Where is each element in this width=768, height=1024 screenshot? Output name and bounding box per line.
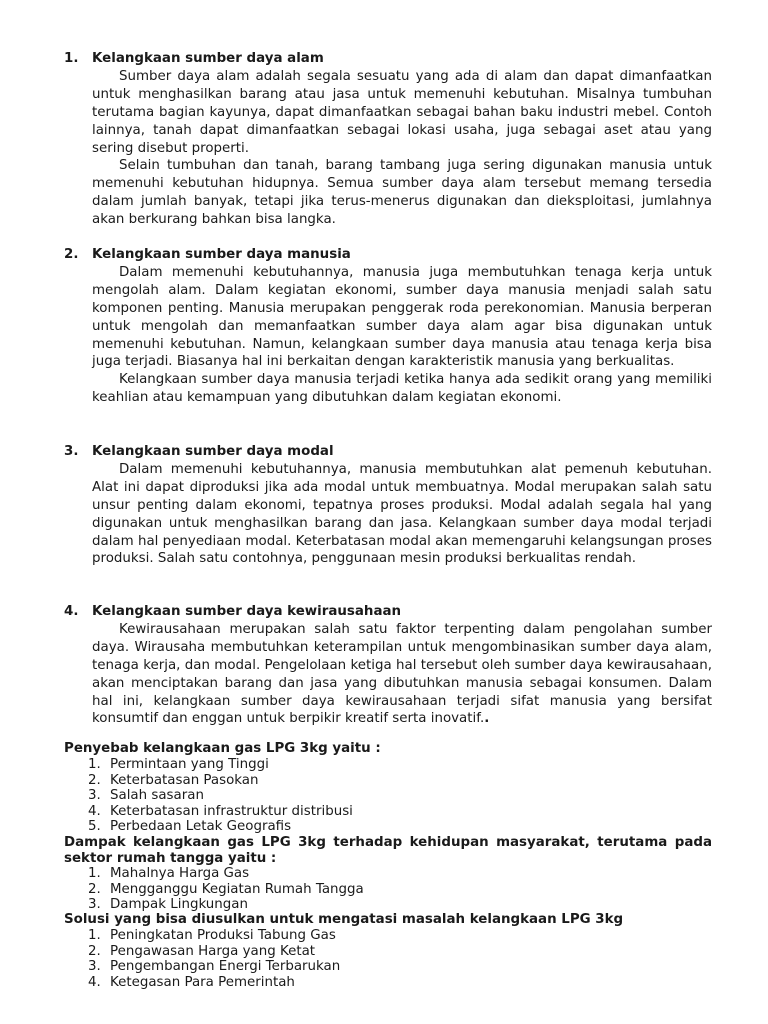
list-item: 1. Permintaan yang Tinggi <box>88 757 269 772</box>
solusi-list <box>88 928 340 990</box>
list-item: 2. Keterbatasan Pasokan <box>88 772 259 788</box>
paragraph: Selain tumbuhan dan tanah, barang tambang juga sering digunakan manusia untuk memenuhi kebutuhan hidupnya. Semua sumber daya alam tersebut memang tersedia dalam jumlah banyak, tetapi jika terus-menerus digunakan dan dieksploitasi, jumlahnya akan berkurang bahkan bisa langka. <box>92 158 712 228</box>
penyebab-heading: Penyebab kelangkaan gas LPG 3kg yaitu : <box>64 741 381 756</box>
list-item: 4. Keterbatasan infrastruktur distribusi <box>88 803 353 819</box>
section-heading: 4. Kelangkaan sumber daya kewirausahaan <box>64 604 402 619</box>
dampak-list <box>88 866 364 913</box>
section-title: Kelangkaan sumber daya alam <box>92 51 324 66</box>
list-item: 1. Peningkatan Produksi Tabung Gas <box>88 928 336 943</box>
section-title: Kelangkaan sumber daya kewirausahaan <box>92 604 402 619</box>
list-item: 3. Salah sasaran <box>88 788 204 804</box>
section-1 <box>64 50 712 229</box>
list-item: 2. Mengganggu Kegiatan Rumah Tangga <box>88 881 364 897</box>
list-item: 3. Dampak Lingkungan <box>88 897 248 913</box>
dampak-heading: Dampak kelangkaan gas LPG 3kg terhadap kehidupan masyarakat, terutama pada sektor rumah tangga yaitu : <box>64 835 712 866</box>
list-item: 1. Mahalnya Harga Gas <box>88 866 250 881</box>
list-item: 4. Ketegasan Para Pemerintah <box>88 974 295 990</box>
paragraph: Dalam memenuhi kebutuhannya, manusia juga membutuhkan tenaga kerja untuk mengolah alam. Dalam kegiatan ekonomi, sumber daya manusia menjadi salah satu komponen penting. Manusia merupakan penggerak roda perekonomian. Manusia berperan untuk mengolah dan memanfaatkan sumber daya alam agar bisa digunakan untuk memenuhi kebutuhan. Namun, kelangkaan sumber daya manusia atau tenaga kerja bisa juga terjadi. Biasanya hal ini berkaitan dengan karakteristik manusia yang berkualitas. <box>92 264 712 370</box>
section-title: Kelangkaan sumber daya modal <box>92 444 334 459</box>
section-4 <box>64 603 712 728</box>
section-heading: 3. Kelangkaan sumber daya modal <box>64 444 334 459</box>
section-title: Kelangkaan sumber daya manusia <box>92 247 351 262</box>
list-item: 5. Perbedaan Letak Geografis <box>88 819 292 835</box>
paragraph: Dalam memenuhi kebutuhannya, manusia membutuhkan alat pemenuh kebutuhan. Alat ini dapat diproduksi jika ada modal untuk membuatnya. Modal merupakan salah satu unsur penting dalam ekonomi, tepatnya proses produksi. Modal adalah segala hal yang digunakan untuk menghasilkan barang dan jasa. Kelangkaan sumber daya modal terjadi dalam hal penyediaan modal. Keterbatasan modal akan memengaruhi kelangsungan proses produksi. Salah satu contohnya, penggunaan mesin produksi berkualitas rendah. <box>92 461 712 567</box>
paragraph: Kelangkaan sumber daya manusia terjadi ketika hanya ada sedikit orang yang memiliki keahlian atau kemampuan yang dibutuhkan dalam kegiatan ekonomi. <box>92 372 712 406</box>
section-2 <box>64 246 712 407</box>
paragraph: Kewirausahaan merupakan salah satu faktor terpenting dalam pengolahan sumber daya. Wirausaha membutuhkan keterampilan untuk mengombinasikan sumber daya alam, tenaga kerja, dan modal. Pengelolaan ketiga hal tersebut oleh sumber daya kewirausahaan, akan menciptakan barang dan jasa yang dibutuhkan manusia sebagai konsumen. Dalam hal ini, kelangkaan sumber daya kewirausahaan terjadi sifat manusia yang bersifat konsumtif dan enggan untuk berpikir kreatif serta inovatif.. <box>92 621 712 727</box>
paragraph: Sumber daya alam adalah segala sesuatu yang ada di alam dan dapat dimanfaatkan untuk menghasilkan barang atau jasa untuk memenuhi kebutuhan. Misalnya tumbuhan terutama bagian kayunya, dapat dimanfaatkan sebagai bahan baku industri mebel. Contoh lainnya, tanah dapat dimanfaatkan sebagai lokasi usaha, juga sebagai aset atau yang sering disebut properti. <box>92 68 712 156</box>
section-3 <box>64 443 712 568</box>
list-item: 3. Pengembangan Energi Terbarukan <box>88 959 341 975</box>
penyebab-list <box>88 757 353 835</box>
solusi-heading: Solusi yang bisa diusulkan untuk mengatasi masalah kelangkaan LPG 3kg <box>64 912 624 927</box>
list-item: 2. Pengawasan Harga yang Ketat <box>88 943 316 959</box>
section-heading: 2. Kelangkaan sumber daya manusia <box>64 247 351 262</box>
section-heading: 1. Kelangkaan sumber daya alam <box>64 51 324 66</box>
